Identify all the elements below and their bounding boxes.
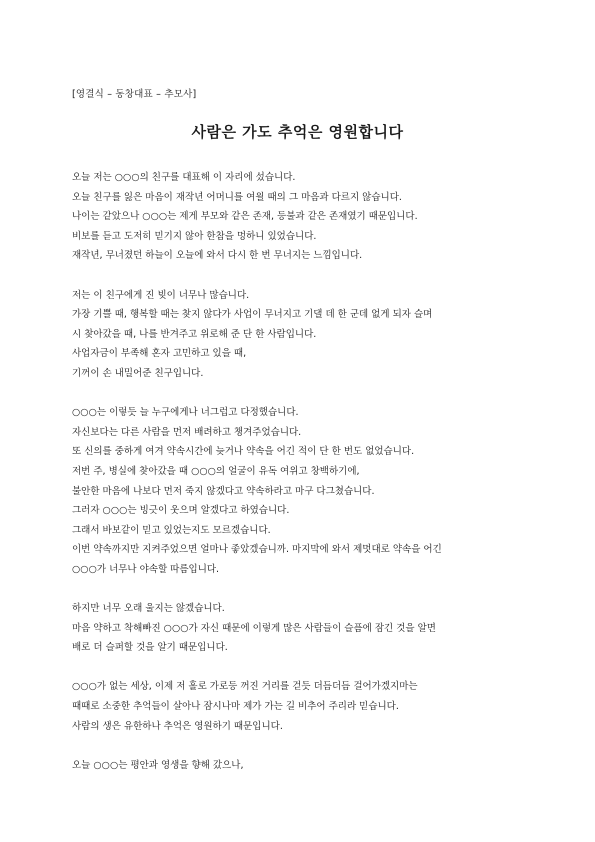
text-line: 자신보다는 다른 사람을 먼저 배려하고 챙겨주었습니다. bbox=[72, 426, 302, 438]
document-body bbox=[72, 168, 540, 775]
text-line: 오늘 ○○○는 평안과 영생을 향해 갔으나, bbox=[72, 759, 244, 771]
text-line: 배로 더 슬퍼할 것을 알기 때문입니다. bbox=[72, 642, 228, 654]
text-line: 사람의 생은 유한하나 추억은 영원하기 때문입니다. bbox=[72, 720, 283, 732]
text-line: 기꺼이 손 내밀어준 친구입니다. bbox=[72, 367, 204, 379]
document-category-tag: [영결식 – 동창대표 – 추모사] bbox=[72, 89, 197, 100]
paragraph bbox=[72, 168, 540, 266]
text-line: ○○○가 없는 세상, 이제 저 홀로 가로등 꺼진 거리를 걷듯 더듬더듬 걸어가겠지마는 bbox=[72, 681, 418, 693]
text-line: 이번 약속까지만 지켜주었으면 얼마나 좋았겠습니까. 마지막에 와서 제멋대로 약속을 어긴 bbox=[72, 544, 442, 556]
text-line: 때때로 소중한 추억들이 살아나 잠시나마 제가 가는 길 비추어 주리라 믿습니다. bbox=[72, 701, 399, 713]
text-line: 또 신의를 중하게 여겨 약속시간에 늦거나 약속을 어긴 적이 단 한 번도 없었습니다. bbox=[72, 446, 415, 458]
text-line: 저는 이 친구에게 진 빚이 너무나 많습니다. bbox=[72, 289, 250, 301]
text-line: 불안한 마음에 나보다 먼저 죽지 않겠다고 약속하라고 마구 다그쳤습니다. bbox=[72, 485, 375, 497]
text-line: 오늘 친구를 잃은 마음이 재작년 어머니를 여읠 때의 그 마음과 다르지 않습니다. bbox=[72, 191, 402, 203]
text-line: 재작년, 무너졌던 하늘이 오늘에 와서 다시 한 번 무너지는 느낌입니다. bbox=[72, 250, 363, 262]
text-line: 가장 기쁠 때, 행복할 때는 찾지 않다가 사업이 무너지고 기댈 데 한 군데 없게 되자 슬며 bbox=[72, 309, 433, 321]
text-line: 비보를 듣고 도저히 믿기지 않아 한참을 멍하니 있었습니다. bbox=[72, 230, 317, 242]
text-line: 오늘 저는 ○○○의 친구를 대표해 이 자리에 섰습니다. bbox=[72, 172, 296, 183]
text-line: 마음 약하고 착해빠진 ○○○가 자신 때문에 이렇게 많은 사람들이 슬픔에 잠긴 것을 알면 bbox=[72, 622, 436, 634]
text-line: ○○○가 너무나 야속할 따름입니다. bbox=[72, 563, 220, 575]
paragraph bbox=[72, 756, 540, 776]
paragraph bbox=[72, 677, 540, 736]
paragraph-gap bbox=[72, 658, 540, 678]
text-line: ○○○는 이렇듯 늘 누구에게나 너그럽고 다정했습니다. bbox=[72, 407, 299, 419]
paragraph-gap bbox=[72, 384, 540, 404]
paragraph bbox=[72, 286, 540, 384]
text-line: 저번 주, 병실에 찾아갔을 때 ○○○의 얼굴이 유독 여위고 창백하기에, bbox=[72, 465, 360, 477]
text-line: 하지만 너무 오래 울지는 않겠습니다. bbox=[72, 603, 225, 615]
paragraph-gap bbox=[72, 266, 540, 286]
text-line: 나이는 같았으나 ○○○는 제게 부모와 같은 존재, 등불과 같은 존재였기 때문입니다. bbox=[72, 211, 418, 223]
text-line: 사업자금이 부족해 혼자 고민하고 있을 때, bbox=[72, 348, 247, 360]
paragraph-gap bbox=[72, 579, 540, 599]
paragraph bbox=[72, 403, 540, 579]
text-line: 그러자 ○○○는 빙긋이 웃으며 알겠다고 하였습니다. bbox=[72, 505, 290, 517]
document-title: 사람은 가도 추억은 영원합니다 bbox=[191, 123, 404, 141]
text-line: 그래서 바보같이 믿고 있었는지도 모르겠습니다. bbox=[72, 524, 271, 536]
paragraph-gap bbox=[72, 736, 540, 756]
text-line: 시 찾아갔을 때, 나를 반겨주고 위로해 준 단 한 사람입니다. bbox=[72, 328, 317, 340]
paragraph bbox=[72, 599, 540, 658]
